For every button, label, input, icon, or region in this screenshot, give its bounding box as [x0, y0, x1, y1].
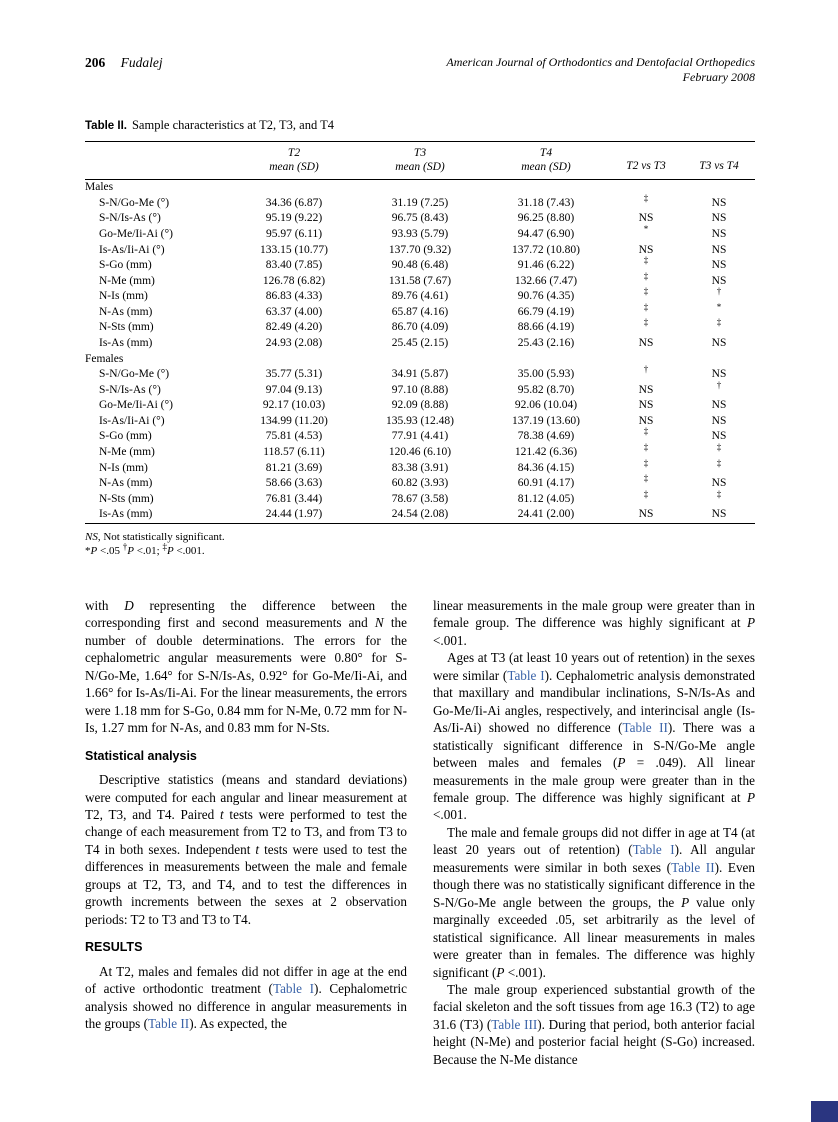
- sig-t2-vs-t3: NS: [638, 336, 654, 349]
- value-t3: 120.46 (6.10): [388, 446, 452, 459]
- value-t2: 76.81 (3.44): [265, 492, 323, 505]
- body-text: [85, 597, 755, 1068]
- table-body: [85, 180, 755, 524]
- measurement-label: N-As (mm): [99, 477, 153, 490]
- value-t2: 24.44 (1.97): [265, 508, 323, 521]
- value-t4: 137.72 (10.80): [511, 243, 581, 256]
- sig-t2-vs-t3: ‡: [643, 317, 649, 328]
- value-t3: 86.70 (4.09): [391, 321, 449, 334]
- value-t2: 75.81 (4.53): [265, 430, 323, 443]
- sig-t3-vs-t4: NS: [711, 414, 727, 427]
- sig-t2-vs-t3: NS: [638, 414, 654, 427]
- value-t4: 92.06 (10.04): [514, 399, 578, 412]
- value-t4: 25.43 (2.16): [517, 336, 575, 349]
- measurement-label: N-Is (mm): [99, 461, 148, 474]
- sig-t2-vs-t3: NS: [638, 212, 654, 225]
- running-head-right: [446, 55, 755, 85]
- column-header-empty: [85, 142, 231, 180]
- table-caption-label: Table II.: [85, 120, 127, 132]
- value-t4: 24.41 (2.00): [517, 508, 575, 521]
- paragraph: The male and female groups did not differ in age at T4 (at least 20 years out of retention) (Table I). All angular measurements were similar in both sexes (Table II). Even though there was no statistically significant difference in the S-N/Go-Me angle between the groups, the P value only marginally exceeded .05, set arbitrarily as the level of statistical significance. All linear measurements in males were greater than in females. The difference was highly significant (P <.001).: [433, 824, 756, 980]
- sig-t2-vs-t3: NS: [638, 399, 654, 412]
- table-ref-link[interactable]: Table II: [148, 1015, 190, 1031]
- measurement-label: Go-Me/Ii-Ai (°): [99, 399, 173, 412]
- sig-t2-vs-t3: †: [643, 364, 649, 375]
- table-row: [85, 196, 755, 212]
- value-t2: 92.17 (10.03): [262, 399, 326, 412]
- sig-t3-vs-t4: NS: [711, 259, 727, 272]
- value-t3: 83.38 (3.91): [391, 461, 449, 474]
- sig-t2-vs-t3: ‡: [643, 442, 649, 453]
- table-header-row: [85, 142, 755, 180]
- measurement-label: Is-As (mm): [99, 336, 153, 349]
- value-t4: 84.36 (4.15): [517, 461, 575, 474]
- sig-t3-vs-t4: NS: [711, 227, 727, 240]
- paragraph: Descriptive statistics (means and standard deviations) were computed for each angular and linear measurement at T2, T3, and T4. Paired t tests were performed to test the change of each measurement from T2 to T3, and from T3 to T4 in both sexes. Independent t tests were used to test the differences in measurements between the male and female groups at T2, T3, and T4, and to test the differences in growth increments between the sexes at 2 observation periods: T2 to T3 and T3 to T4.: [85, 772, 407, 927]
- measurement-label: S-N/Go-Me (°): [99, 368, 170, 381]
- table-row: [85, 211, 755, 227]
- value-t3: 65.87 (4.16): [391, 305, 449, 318]
- value-t4: 60.91 (4.17): [517, 477, 575, 490]
- table-caption-text: Sample characteristics at T2, T3, and T4: [131, 118, 334, 132]
- value-t3: 90.48 (6.48): [391, 259, 449, 272]
- measurement-label: Is-As (mm): [99, 508, 153, 521]
- value-t3: 135.93 (12.48): [385, 414, 455, 427]
- section-heading: RESULTS: [85, 940, 143, 955]
- table-row: [85, 227, 755, 243]
- value-t2: 86.83 (4.33): [265, 290, 323, 303]
- value-t4: 137.19 (13.60): [511, 414, 581, 427]
- column-header-t4: T4 mean (SD): [483, 142, 609, 180]
- column-header-t2: T2 mean (SD): [231, 142, 357, 180]
- table-ref-link[interactable]: Table I: [272, 981, 315, 997]
- value-t3: 25.45 (2.15): [391, 336, 449, 349]
- paragraph: with D representing the difference between the corresponding first and second measurements and N the number of double determinations. The errors for the cephalometric angular measurements were 0.80° for S-N/Go-Me, 1.64° for S-N/Is-As, 0.92° for Go-Me/Ii-Ai, and 1.66° for Is-As/Ii-Ai. For the linear measurements, the errors were 1.18 mm for S-Go, 0.84 mm for N-Me, 0.72 mm for N-Is, 1.27 mm for N-As, and 0.83 mm for N-Sts.: [85, 598, 407, 736]
- table-ref-link[interactable]: Table II: [671, 859, 715, 875]
- table-caption: [85, 118, 755, 133]
- table-row: [85, 445, 755, 461]
- sig-t3-vs-t4: ‡: [716, 457, 722, 468]
- value-t2: 133.15 (10.77): [259, 243, 329, 256]
- sig-t3-vs-t4: NS: [711, 274, 727, 287]
- table-row: [85, 476, 755, 492]
- sig-t2-vs-t3: ‡: [643, 270, 649, 281]
- measurement-label: S-N/Go-Me (°): [99, 196, 170, 209]
- table-2: [85, 141, 755, 524]
- sig-t2-vs-t3: NS: [638, 243, 654, 256]
- value-t3: 137.70 (9.32): [388, 243, 452, 256]
- value-t4: 94.47 (6.90): [517, 227, 575, 240]
- corner-marker: [811, 1101, 838, 1122]
- value-t3: 92.09 (8.88): [391, 399, 449, 412]
- table-row: [85, 305, 755, 321]
- value-t2: 63.37 (4.00): [265, 305, 323, 318]
- paragraph: The male group experienced substantial growth of the facial skeleton and the soft tissues from age 16.3 (T2) to age 31.6 (T3) (Table III). During that period, both anterior facial height (N-Me) and posterior facial height (S-Go) increased. Because the N-Me distance: [433, 981, 755, 1067]
- measurement-label: N-Is (mm): [99, 290, 148, 303]
- sig-t3-vs-t4: †: [716, 286, 722, 297]
- value-t3: 93.93 (5.79): [391, 227, 449, 240]
- running-head-left: [85, 55, 163, 71]
- issue-date: February 2008: [682, 70, 755, 84]
- value-t2: 34.36 (6.87): [265, 196, 323, 209]
- value-t2: 82.49 (4.20): [265, 321, 323, 334]
- value-t4: 90.76 (4.35): [517, 290, 575, 303]
- value-t3: 78.67 (3.58): [391, 492, 449, 505]
- value-t4: 66.79 (4.19): [517, 305, 575, 318]
- paragraph: linear measurements in the male group were greater than in female group. The difference was highly significant at P <.001.: [433, 598, 755, 648]
- value-t3: 31.19 (7.25): [391, 196, 449, 209]
- sig-t3-vs-t4: ‡: [716, 488, 722, 499]
- measurement-label: S-Go (mm): [99, 430, 152, 443]
- value-t2: 58.66 (3.63): [265, 477, 323, 490]
- value-t3: 24.54 (2.08): [391, 508, 449, 521]
- sig-t2-vs-t3: ‡: [643, 473, 649, 484]
- column-header-t3: T3 mean (SD): [357, 142, 483, 180]
- table-section-row: [85, 351, 755, 367]
- table-ref-link[interactable]: Table I: [507, 667, 545, 683]
- running-head: [85, 55, 755, 85]
- paragraph: At T2, males and females did not differ in age at the end of active orthodontic treatment (Table I). Cephalometric analysis showed no difference in angular measurements in the groups (Table II). As expected, the: [85, 963, 407, 1031]
- sig-t3-vs-t4: NS: [711, 212, 727, 225]
- value-t3: 34.91 (5.87): [391, 368, 449, 381]
- table-2-block: [85, 118, 755, 558]
- value-t2: 81.21 (3.69): [265, 461, 323, 474]
- value-t3: 97.10 (8.88): [391, 383, 449, 396]
- value-t4: 78.38 (4.69): [517, 430, 575, 443]
- column-header-t2-vs-t3: T2 vs T3: [609, 142, 683, 180]
- measurement-label: N-Sts (mm): [99, 492, 154, 505]
- table-row: [85, 429, 755, 445]
- measurement-label: N-Sts (mm): [99, 321, 154, 334]
- table-footnotes: [85, 530, 755, 558]
- table-row: [85, 492, 755, 508]
- table-section-row: [85, 180, 755, 196]
- measurement-label: S-N/Is-As (°): [99, 383, 161, 396]
- measurement-label: N-As (mm): [99, 305, 153, 318]
- value-t2: 95.97 (6.11): [265, 227, 323, 240]
- value-t4: 88.66 (4.19): [517, 321, 575, 334]
- paragraph: Ages at T3 (at least 10 years out of retention) in the sexes were similar (Table I). Cephalometric analysis demonstrated that maxillary and mandibular inclinations, S-N/Is-As and Go-Me/Ii-Ai angles, respectively, and interincisal angle (Is-As/Ii-Ai) showed no difference (Table II). There was a statistically significant difference in S-N/Go-Me angle between males and females (P = .049). All linear measurements in the male group were greater than in the female group. The difference was highly significant at P <.001.: [433, 650, 755, 823]
- value-t2: 97.04 (9.13): [265, 383, 323, 396]
- table-row: [85, 320, 755, 336]
- table-row: [85, 398, 755, 414]
- value-t4: 81.12 (4.05): [517, 492, 575, 505]
- sig-t2-vs-t3: NS: [638, 383, 654, 396]
- sig-t3-vs-t4: NS: [711, 368, 727, 381]
- sig-t3-vs-t4: NS: [711, 399, 727, 412]
- table-row: [85, 273, 755, 289]
- measurement-label: S-Go (mm): [99, 259, 152, 272]
- table-row: [85, 242, 755, 258]
- sig-t3-vs-t4: NS: [711, 508, 727, 521]
- section-label: Females: [85, 352, 124, 365]
- table-row: [85, 460, 755, 476]
- sig-t3-vs-t4: NS: [711, 336, 727, 349]
- value-t4: 96.25 (8.80): [517, 212, 575, 225]
- table-row: [85, 289, 755, 305]
- measurement-label: Go-Me/Ii-Ai (°): [99, 227, 173, 240]
- table-row: [85, 258, 755, 274]
- measurement-label: N-Me (mm): [99, 446, 155, 459]
- column-header-t3-vs-t4: T3 vs T4: [683, 142, 755, 180]
- value-t4: 31.18 (7.43): [517, 196, 575, 209]
- value-t2: 134.99 (11.20): [260, 414, 328, 427]
- section-label: Males: [85, 181, 114, 194]
- table-row: [85, 507, 755, 523]
- sig-t3-vs-t4: NS: [711, 477, 727, 490]
- journal-title: American Journal of Orthodontics and Dentofacial Orthopedics: [446, 55, 755, 69]
- body-column-right: [433, 597, 755, 1068]
- value-t4: 95.82 (8.70): [517, 383, 575, 396]
- value-t3: 60.82 (3.93): [391, 477, 449, 490]
- value-t3: 131.58 (7.67): [388, 274, 452, 287]
- table-row: [85, 367, 755, 383]
- table-row: [85, 414, 755, 430]
- value-t4: 121.42 (6.36): [514, 446, 578, 459]
- sig-t2-vs-t3: ‡: [643, 488, 649, 499]
- table-row: [85, 383, 755, 399]
- sig-t2-vs-t3: ‡: [643, 255, 649, 266]
- value-t2: 118.57 (6.11): [263, 446, 325, 459]
- sig-t2-vs-t3: ‡: [643, 301, 649, 312]
- table-ref-link[interactable]: Table III: [491, 1016, 538, 1032]
- sig-t3-vs-t4: NS: [711, 196, 727, 209]
- section-heading: Statistical analysis: [85, 748, 197, 763]
- sig-t3-vs-t4: ‡: [716, 317, 722, 328]
- sig-t3-vs-t4: NS: [711, 243, 727, 256]
- sig-t2-vs-t3: *: [643, 224, 649, 235]
- sig-t2-vs-t3: ‡: [643, 426, 649, 437]
- value-t2: 95.19 (9.22): [265, 212, 323, 225]
- footnote-ns: NS, Not statistically significant.: [85, 530, 225, 543]
- footnote-significance: *P <.05 †P <.01; ‡P <.001.: [85, 541, 205, 557]
- sig-t3-vs-t4: ‡: [716, 442, 722, 453]
- value-t2: 126.78 (6.82): [262, 274, 326, 287]
- measurement-label: Is-As/Ii-Ai (°): [99, 414, 165, 427]
- measurement-label: N-Me (mm): [99, 274, 155, 287]
- value-t2: 35.77 (5.31): [265, 368, 323, 381]
- value-t4: 132.66 (7.47): [514, 274, 578, 287]
- measurement-label: Is-As/Ii-Ai (°): [99, 243, 165, 256]
- table-row: [85, 336, 755, 352]
- sig-t2-vs-t3: ‡: [643, 286, 649, 297]
- value-t2: 24.93 (2.08): [265, 336, 323, 349]
- sig-t3-vs-t4: †: [716, 379, 722, 390]
- sig-t2-vs-t3: NS: [638, 508, 654, 521]
- table-ref-link[interactable]: Table II: [622, 720, 668, 736]
- page-number: 206: [85, 55, 106, 70]
- measurement-label: S-N/Is-As (°): [99, 212, 161, 225]
- table-ref-link[interactable]: Table I: [632, 842, 675, 858]
- sig-t2-vs-t3: ‡: [643, 192, 649, 203]
- value-t4: 91.46 (6.22): [517, 259, 575, 272]
- sig-t3-vs-t4: *: [716, 301, 722, 312]
- running-author: Fudalej: [120, 55, 163, 70]
- value-t3: 77.91 (4.41): [391, 430, 449, 443]
- value-t4: 35.00 (5.93): [517, 368, 575, 381]
- value-t3: 96.75 (8.43): [391, 212, 449, 225]
- sig-t2-vs-t3: ‡: [643, 457, 649, 468]
- sig-t3-vs-t4: NS: [711, 430, 727, 443]
- value-t2: 83.40 (7.85): [265, 259, 323, 272]
- body-column-left: [85, 597, 407, 1068]
- value-t3: 89.76 (4.61): [391, 290, 449, 303]
